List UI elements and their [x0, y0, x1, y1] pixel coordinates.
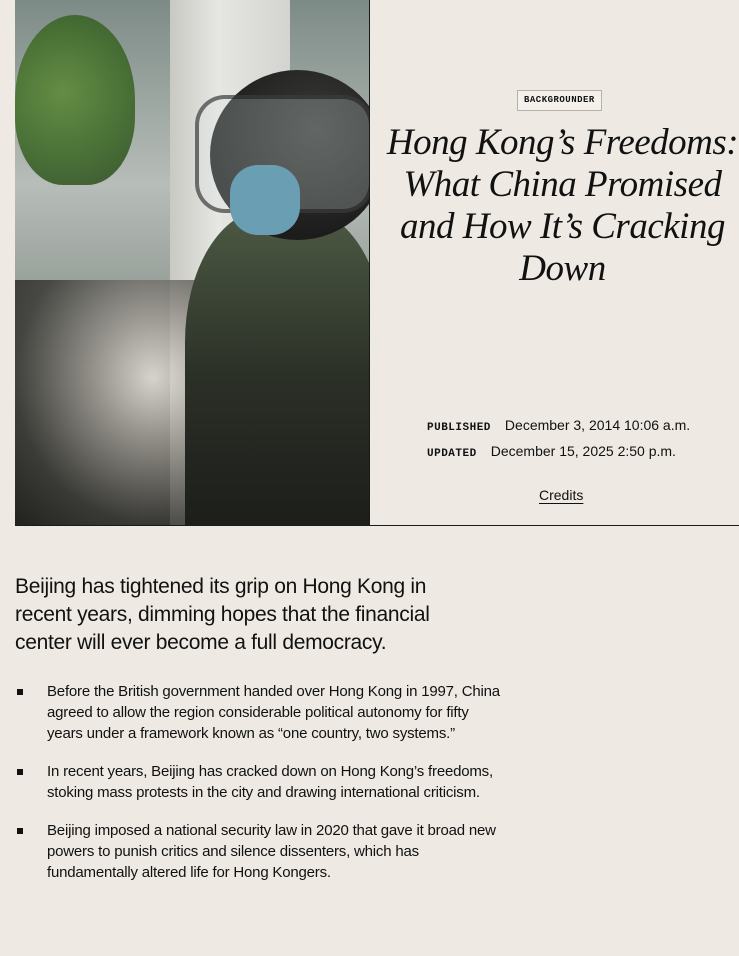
updated-value: December 15, 2025 2:50 p.m. [490, 443, 676, 459]
article-type-badge: BACKGROUNDER [517, 90, 602, 111]
updated-label: UPDATED [427, 448, 477, 460]
key-points-list [15, 681, 505, 900]
photo-face-mask [230, 165, 300, 235]
bullet-icon [17, 689, 23, 695]
page-title: Hong Kong’s Freedoms: What China Promised and How It’s Cracking Down [386, 122, 739, 289]
list-item [15, 820, 505, 883]
published-label: PUBLISHED [427, 422, 491, 434]
photo-tree [15, 15, 135, 185]
list-item [15, 761, 505, 803]
article-dek: Beijing has tightened its grip on Hong Kong in recent years, dimming hopes that the financial center will ever become a full democracy. [15, 575, 430, 654]
photo-officer [185, 210, 369, 525]
key-point-text: Before the British government handed over Hong Kong in 1997, China agreed to allow the region considerable political autonomy for fifty years under a framework known as “one country, two systems.” [47, 683, 500, 742]
updated-date [427, 443, 676, 460]
key-point-text: In recent years, Beijing has cracked down on Hong Kong’s freedoms, stoking mass protests in the city and drawing international criticism. [47, 763, 493, 801]
bullet-icon [17, 769, 23, 775]
key-point-text: Beijing imposed a national security law in 2020 that gave it broad new powers to punish critics and silence dissenters, which has fundamentally altered life for Hong Kongers. [47, 822, 496, 881]
list-item [15, 681, 505, 744]
published-value: December 3, 2014 10:06 a.m. [504, 417, 691, 433]
credits-link[interactable]: Credits [539, 487, 584, 503]
hero-divider [369, 0, 370, 525]
hero-photo-police-protesters [15, 0, 369, 525]
bullet-icon [17, 828, 23, 834]
published-date [427, 417, 690, 434]
